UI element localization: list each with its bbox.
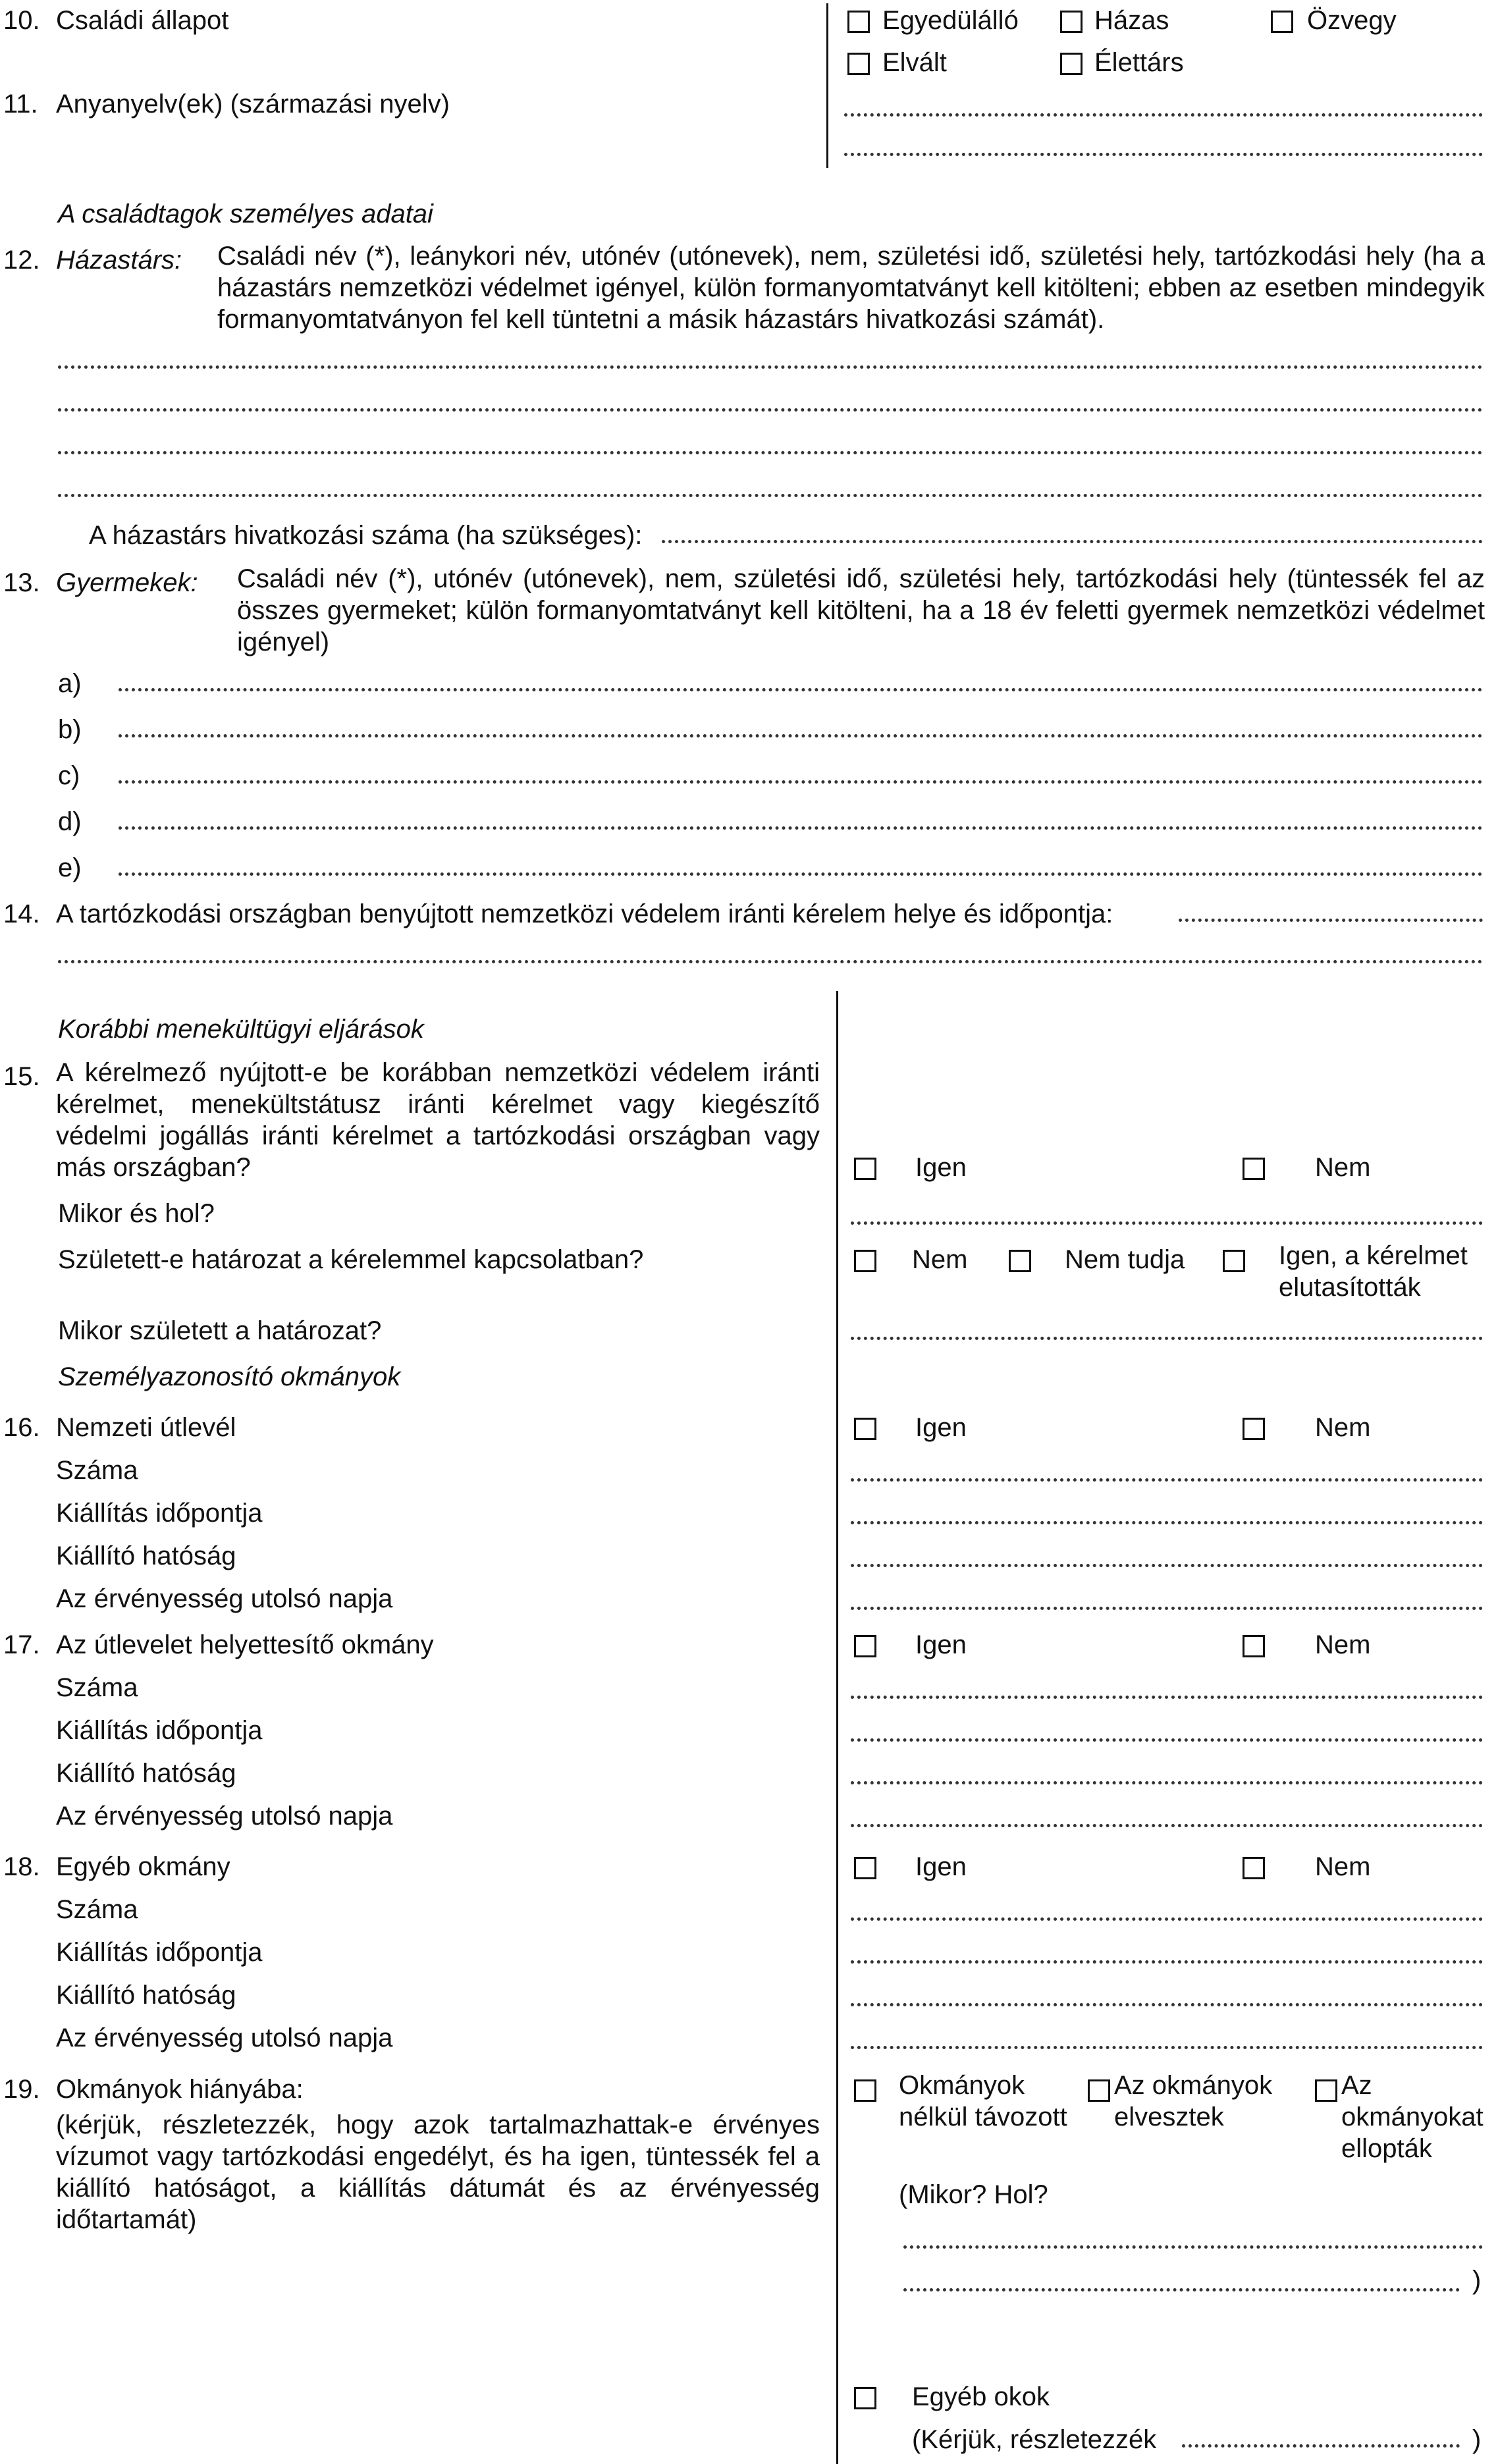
checkbox-q16-yes[interactable]	[854, 1418, 876, 1440]
q18-authority-line[interactable]	[851, 2003, 1483, 2006]
option-divorced-label: Elvált	[882, 48, 947, 77]
q13-item-e: e)	[58, 853, 82, 882]
checkbox-q16-no[interactable]	[1243, 1418, 1265, 1440]
q16-number-line[interactable]	[851, 1478, 1483, 1482]
q18-issue-date-line[interactable]	[851, 1960, 1483, 1964]
q13-item-b: b)	[58, 715, 82, 744]
q18-field-authority: Kiállító hatóság	[56, 1981, 236, 2010]
q18-number-line[interactable]	[851, 1917, 1483, 1921]
q11-number: 11.	[3, 90, 38, 119]
q17-field-expiry: Az érvényesség utolsó napja	[56, 1802, 393, 1831]
checkbox-widowed[interactable]	[1271, 11, 1293, 33]
q13-line-c[interactable]	[119, 780, 1483, 784]
q19-when-where: (Mikor? Hol?	[899, 2180, 1048, 2209]
q13-line-b[interactable]	[119, 734, 1483, 737]
q18-number: 18.	[3, 1852, 40, 1881]
q12-ref-label: A házastárs hivatkozási száma (ha szükséges):	[89, 521, 643, 550]
q19-other-label: Egyéb okok	[912, 2382, 1050, 2411]
q17-number-line[interactable]	[851, 1696, 1483, 1699]
checkbox-q17-yes[interactable]	[854, 1635, 876, 1657]
option-partner-label: Élettárs	[1094, 48, 1184, 77]
q10-label: Családi állapot	[56, 6, 229, 35]
q19-opt-no-documents: Okmányok nélkül távozott	[899, 2071, 1067, 2131]
q19-text: (kérjük, részletezzék, hogy azok tartalmazhattak-e érvényes vízumot vagy tartózkodási engedélyt, és ha igen, tüntessék fel a kiállító hatóságot, a kiállítás dátumát és az érvényesség időtartamát)	[56, 2110, 820, 2234]
checkbox-decision-unknown[interactable]	[1009, 1250, 1031, 1272]
q17-label: Az útlevelet helyettesítő okmány	[56, 1630, 434, 1659]
q15-number: 15.	[3, 1062, 40, 1091]
q16-label: Nemzeti útlevél	[56, 1413, 236, 1442]
q13-line-a[interactable]	[119, 688, 1483, 691]
q18-yes-label: Igen	[915, 1852, 967, 1881]
q16-issue-date-line[interactable]	[851, 1521, 1483, 1524]
option-married-label: Házas	[1094, 6, 1169, 35]
q16-yes-label: Igen	[915, 1413, 967, 1442]
q18-no-label: Nem	[1315, 1852, 1371, 1881]
checkbox-decision-rejected[interactable]	[1223, 1250, 1245, 1272]
option-single-label: Egyedülálló	[882, 6, 1019, 35]
q17-field-authority: Kiállító hatóság	[56, 1759, 236, 1788]
q16-expiry-line[interactable]	[851, 1607, 1483, 1610]
q17-issue-date-line[interactable]	[851, 1738, 1483, 1742]
q12-ref-line[interactable]	[662, 540, 1483, 543]
q12-text: Családi név (*), leánykori név, utónév (utónevek), nem, születési idő, születési hely, tartózkodási hely (ha a házastárs nemzetközi védelmet igényel, külön formanyomtatványt kell kitölteni; ebben az esetben mindegyik formanyomtatványon fel kell tüntetni a másik házastárs hivatkozási számát).	[217, 242, 1485, 334]
q19-when-where-line-1[interactable]	[903, 2245, 1483, 2249]
checkbox-q17-no[interactable]	[1243, 1635, 1265, 1657]
q11-answer-line-2[interactable]	[844, 153, 1483, 156]
q17-yes-label: Igen	[915, 1630, 967, 1659]
decision-no-label: Nem	[912, 1245, 968, 1274]
divider-top	[826, 3, 828, 168]
checkbox-documents-stolen[interactable]	[1315, 2079, 1337, 2102]
q16-field-number: Száma	[56, 1456, 138, 1485]
q13-text: Családi név (*), utónév (utónevek), nem, születési idő, születési hely, tartózkodási hely (tüntessék fel az összes gyermeket; külön formanyomtatványt kell kitölteni, ha a 18 év feletti gyermek nemzetközi védelmet igényel)	[237, 564, 1485, 656]
checkbox-no-documents[interactable]	[854, 2079, 876, 2102]
q16-authority-line[interactable]	[851, 1564, 1483, 1567]
q15-when-where-line[interactable]	[851, 1221, 1483, 1225]
q13-item-c: c)	[58, 761, 80, 790]
q10-number: 10.	[3, 6, 40, 35]
q16-field-expiry: Az érvényesség utolsó napja	[56, 1584, 393, 1613]
decision-unknown-label: Nem tudja	[1065, 1245, 1185, 1274]
q12-number: 12.	[3, 246, 40, 275]
q16-no-label: Nem	[1315, 1413, 1371, 1442]
checkbox-married[interactable]	[1060, 11, 1083, 33]
q12-line-1[interactable]	[58, 365, 1483, 369]
checkbox-divorced[interactable]	[847, 53, 870, 75]
section-id-heading: Személyazonosító okmányok	[58, 1362, 401, 1391]
q13-line-d[interactable]	[119, 826, 1483, 830]
q15-text: A kérelmező nyújtott-e be korábban nemzetközi védelem iránti kérelmet, menekültstátusz iránti kérelmet vagy kiegészítő védelmi jogállás iránti kérelmet a tartózkodási országban vagy más országban?	[56, 1058, 820, 1182]
q17-number: 17.	[3, 1630, 40, 1659]
q13-item-a: a)	[58, 669, 82, 698]
q19-close-paren-2: )	[1472, 2425, 1482, 2454]
q17-field-number: Száma	[56, 1673, 138, 1702]
q12-line-4[interactable]	[58, 494, 1483, 497]
q18-field-issue-date: Kiállítás időpontja	[56, 1938, 263, 1967]
q16-field-authority: Kiállító hatóság	[56, 1541, 236, 1570]
divider-bottom	[836, 991, 838, 2464]
checkbox-partner[interactable]	[1060, 53, 1083, 75]
q15-yes-label: Igen	[915, 1153, 967, 1182]
q14-label: A tartózkodási országban benyújtott nemzetközi védelem iránti kérelem helye és időpontja:	[56, 899, 1113, 928]
q14-line-2[interactable]	[58, 960, 1483, 963]
q14-line-1[interactable]	[1179, 919, 1483, 922]
q19-other-detail-line[interactable]	[1182, 2444, 1460, 2448]
checkbox-q15-no[interactable]	[1243, 1158, 1265, 1180]
option-widowed-label: Özvegy	[1307, 6, 1397, 35]
section-family-heading: A családtagok személyes adatai	[58, 200, 433, 228]
checkbox-q18-yes[interactable]	[854, 1857, 876, 1879]
q19-other-detail-label: (Kérjük, részletezzék	[912, 2425, 1157, 2454]
checkbox-documents-lost[interactable]	[1088, 2079, 1110, 2102]
q19-opt-stolen: Az okmányokat ellopták	[1341, 2071, 1484, 2163]
q16-number: 16.	[3, 1413, 40, 1442]
q19-close-paren-1: )	[1472, 2266, 1482, 2295]
q18-expiry-line[interactable]	[851, 2046, 1483, 2049]
q16-field-issue-date: Kiállítás időpontja	[56, 1499, 263, 1528]
decision-rejected-label: Igen, a kérelmet elutasították	[1279, 1241, 1468, 1302]
q13-line-e[interactable]	[119, 872, 1483, 876]
q15-decision-when-line[interactable]	[851, 1337, 1483, 1340]
q15-decision-question: Született-e határozat a kérelemmel kapcsolatban?	[58, 1245, 644, 1274]
q13-item-d: d)	[58, 807, 82, 836]
q14-number: 14.	[3, 899, 40, 928]
q17-no-label: Nem	[1315, 1630, 1371, 1659]
q12-line-2[interactable]	[58, 408, 1483, 412]
checkbox-single[interactable]	[847, 11, 870, 33]
q18-field-number: Száma	[56, 1895, 138, 1924]
q11-label: Anyanyelv(ek) (származási nyelv)	[56, 90, 450, 119]
q13-number: 13.	[3, 568, 40, 597]
q19-number: 19.	[3, 2075, 40, 2104]
q18-field-expiry: Az érvényesség utolsó napja	[56, 2023, 393, 2052]
q12-label: Házastárs:	[56, 246, 182, 275]
q15-decision-when: Mikor született a határozat?	[58, 1316, 382, 1345]
q15-when-where: Mikor és hol?	[58, 1199, 215, 1228]
checkbox-q15-yes[interactable]	[854, 1158, 876, 1180]
q17-expiry-line[interactable]	[851, 1824, 1483, 1827]
q19-opt-lost: Az okmányok elvesztek	[1114, 2071, 1273, 2131]
q13-label: Gyermekek:	[56, 568, 198, 597]
q15-no-label: Nem	[1315, 1153, 1371, 1182]
checkbox-other-reasons[interactable]	[854, 2387, 876, 2409]
q17-authority-line[interactable]	[851, 1781, 1483, 1784]
q18-label: Egyéb okmány	[56, 1852, 230, 1881]
q19-when-where-line-2[interactable]	[903, 2288, 1460, 2291]
q11-answer-line-1[interactable]	[844, 113, 1483, 117]
checkbox-q18-no[interactable]	[1243, 1857, 1265, 1879]
q19-label: Okmányok hiányába:	[56, 2075, 304, 2104]
section-prev-heading: Korábbi menekültügyi eljárások	[58, 1015, 424, 1044]
checkbox-decision-no[interactable]	[854, 1250, 876, 1272]
q12-line-3[interactable]	[58, 451, 1483, 454]
q17-field-issue-date: Kiállítás időpontja	[56, 1716, 263, 1745]
